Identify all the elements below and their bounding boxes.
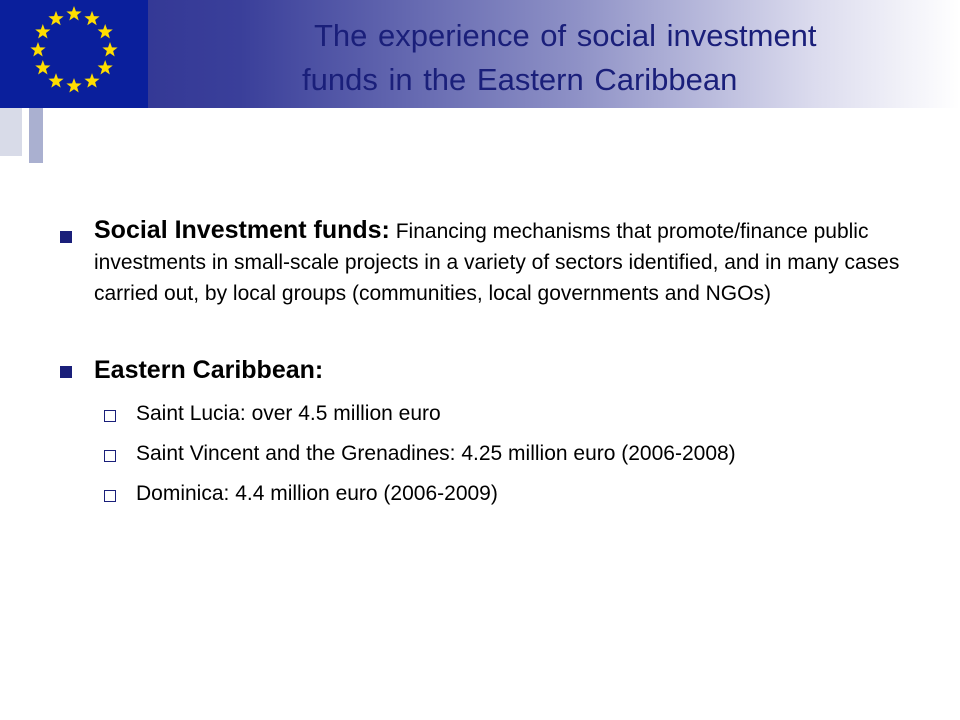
star-icon	[35, 60, 50, 74]
star-icon	[35, 24, 50, 38]
bullet-text: Financing mechanisms that promote/finance public investments in small-scale projects in a variety of sectors identified, and in many cases carried out, by local groups (communities, local governments and NGOs)	[94, 220, 900, 305]
bullet-eastern-caribbean	[60, 348, 920, 392]
sub-item-text: Saint Vincent and the Grenadines: 4.25 million euro (2006-2008)	[136, 442, 736, 465]
star-icon	[102, 42, 117, 56]
eu-flag-stars	[0, 0, 148, 108]
sub-item-saint-lucia	[104, 394, 920, 434]
hollow-square-bullet-icon	[104, 490, 116, 502]
hollow-square-bullet-icon	[104, 410, 116, 422]
sub-bullet-list	[60, 394, 920, 514]
title-line-1: The experience of social investment	[314, 18, 817, 53]
star-icon	[30, 42, 45, 56]
eu-flag-icon	[0, 0, 148, 108]
star-icon	[84, 11, 99, 25]
sub-item-text: Dominica: 4.4 million euro (2006-2009)	[136, 482, 498, 505]
hollow-square-bullet-icon	[104, 450, 116, 462]
page-title	[150, 14, 950, 102]
star-icon	[48, 73, 63, 87]
sub-item-text: Saint Lucia: over 4.5 million euro	[136, 402, 441, 425]
star-icon	[48, 11, 63, 25]
slide-content	[60, 215, 920, 514]
sub-item-saint-vincent	[104, 434, 920, 474]
bullet-lead: Eastern Caribbean:	[94, 356, 324, 384]
bullet-social-investment-funds	[60, 215, 920, 309]
square-bullet-icon	[60, 366, 72, 378]
accent-bar-dark	[29, 108, 43, 163]
title-line-2: funds in the Eastern Caribbean	[302, 62, 738, 97]
star-icon	[98, 24, 113, 38]
bullet-lead: Social Investment funds:	[94, 216, 390, 244]
star-icon	[66, 78, 81, 92]
accent-bar-light	[0, 108, 22, 156]
sub-item-dominica	[104, 474, 920, 514]
star-icon	[84, 73, 99, 87]
star-icon	[66, 6, 81, 20]
star-icon	[98, 60, 113, 74]
square-bullet-icon	[60, 231, 72, 243]
